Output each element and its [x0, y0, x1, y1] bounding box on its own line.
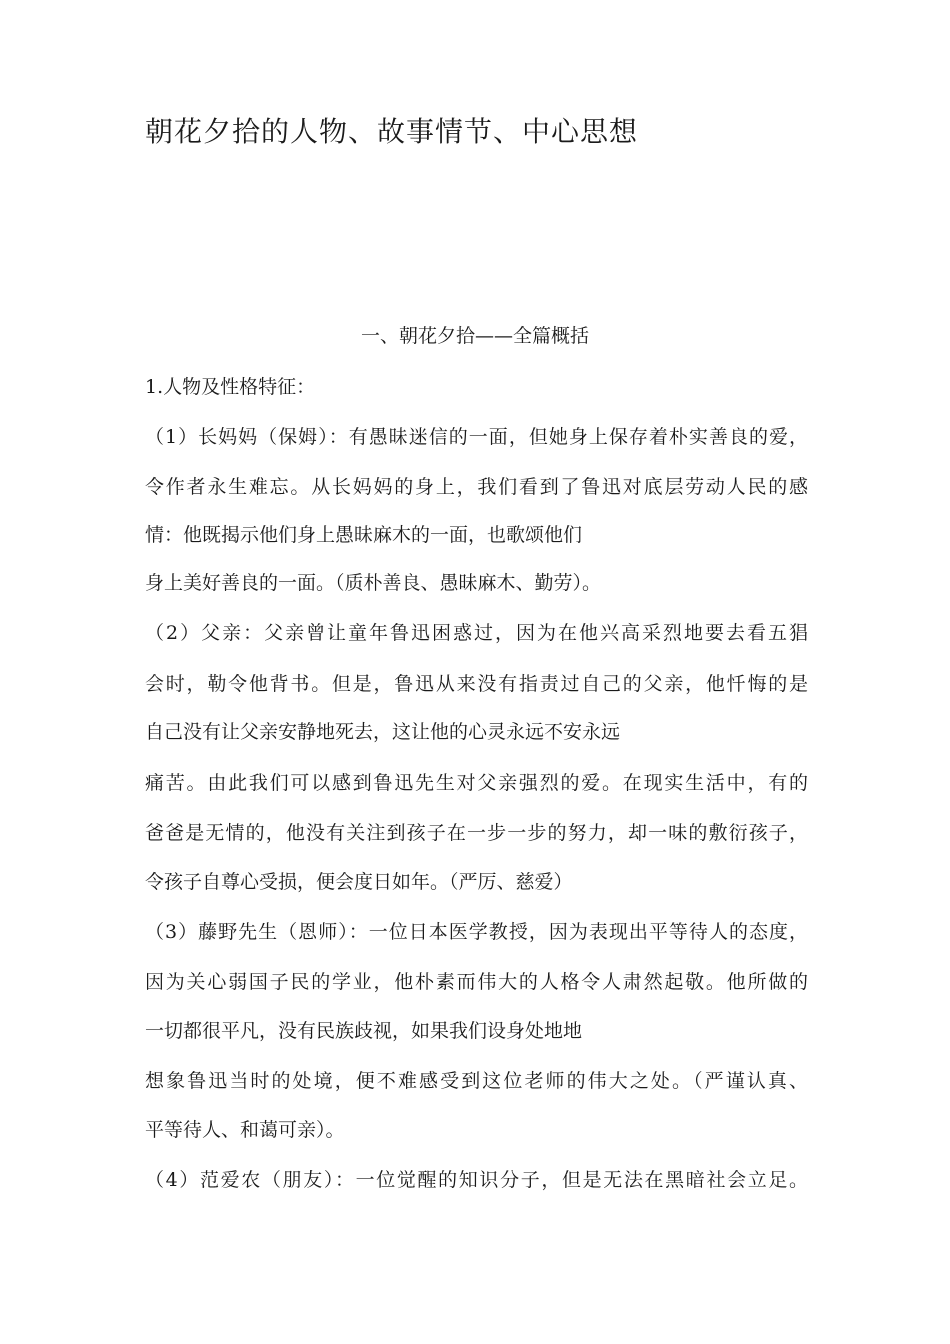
paragraph-line: 身上美好善良的一面。（质朴善良、愚昧麻木、勤劳）。: [145, 572, 602, 594]
paragraph-line: 因为关心弱国子民的学业，他朴素而伟大的人格令人肃然起敬。他所做的: [145, 971, 808, 993]
paragraph-line: 平等待人、和蔼可亲）。: [145, 1119, 345, 1141]
paragraph-line: 痛苦。由此我们可以感到鲁迅先生对父亲强烈的爱。在现实生活中，有的: [145, 772, 808, 794]
paragraph-line: 爸爸是无情的，他没有关注到孩子在一步一步的努力，却一味的敷衍孩子，: [145, 822, 808, 844]
paragraph-line: 想象鲁迅当时的处境，便不难感受到这位老师的伟大之处。（严谨认真、: [145, 1070, 808, 1092]
paragraph-line: （1）长妈妈（保姆）：有愚昧迷信的一面，但她身上保存着朴实善良的爱，: [145, 426, 808, 448]
paragraph-line: （4）范爱农（朋友）：一位觉醒的知识分子，但是无法在黑暗社会立足。: [145, 1169, 808, 1191]
paragraph-line: 令作者永生难忘。从长妈妈的身上，我们看到了鲁迅对底层劳动人民的感: [145, 476, 808, 498]
subheading-characters: 1.人物及性格特征：: [145, 376, 316, 398]
section-heading: 一、朝花夕拾——全篇概括: [360, 325, 589, 347]
paragraph-line: 会时，勒令他背书。但是，鲁迅从来没有指责过自己的父亲，他忏悔的是: [145, 673, 808, 695]
paragraph-line: （3）藤野先生（恩师）：一位日本医学教授，因为表现出平等待人的态度，: [145, 921, 808, 943]
paragraph-line: （2）父亲：父亲曾让童年鲁迅困惑过，因为在他兴高采烈地要去看五猖: [145, 622, 808, 644]
paragraph-line: 令孩子自尊心受损，便会度日如年。（严厉、慈爱）: [145, 871, 573, 893]
paragraph-line: 一切都很平凡，没有民族歧视，如果我们设身处地地: [145, 1020, 583, 1042]
paragraph-line: 情：他既揭示他们身上愚昧麻木的一面，也歌颂他们: [145, 524, 583, 546]
paragraph-line: 自己没有让父亲安静地死去，这让他的心灵永远不安永远: [145, 721, 621, 743]
document-title: 朝花夕拾的人物、故事情节、中心思想: [145, 115, 639, 148]
